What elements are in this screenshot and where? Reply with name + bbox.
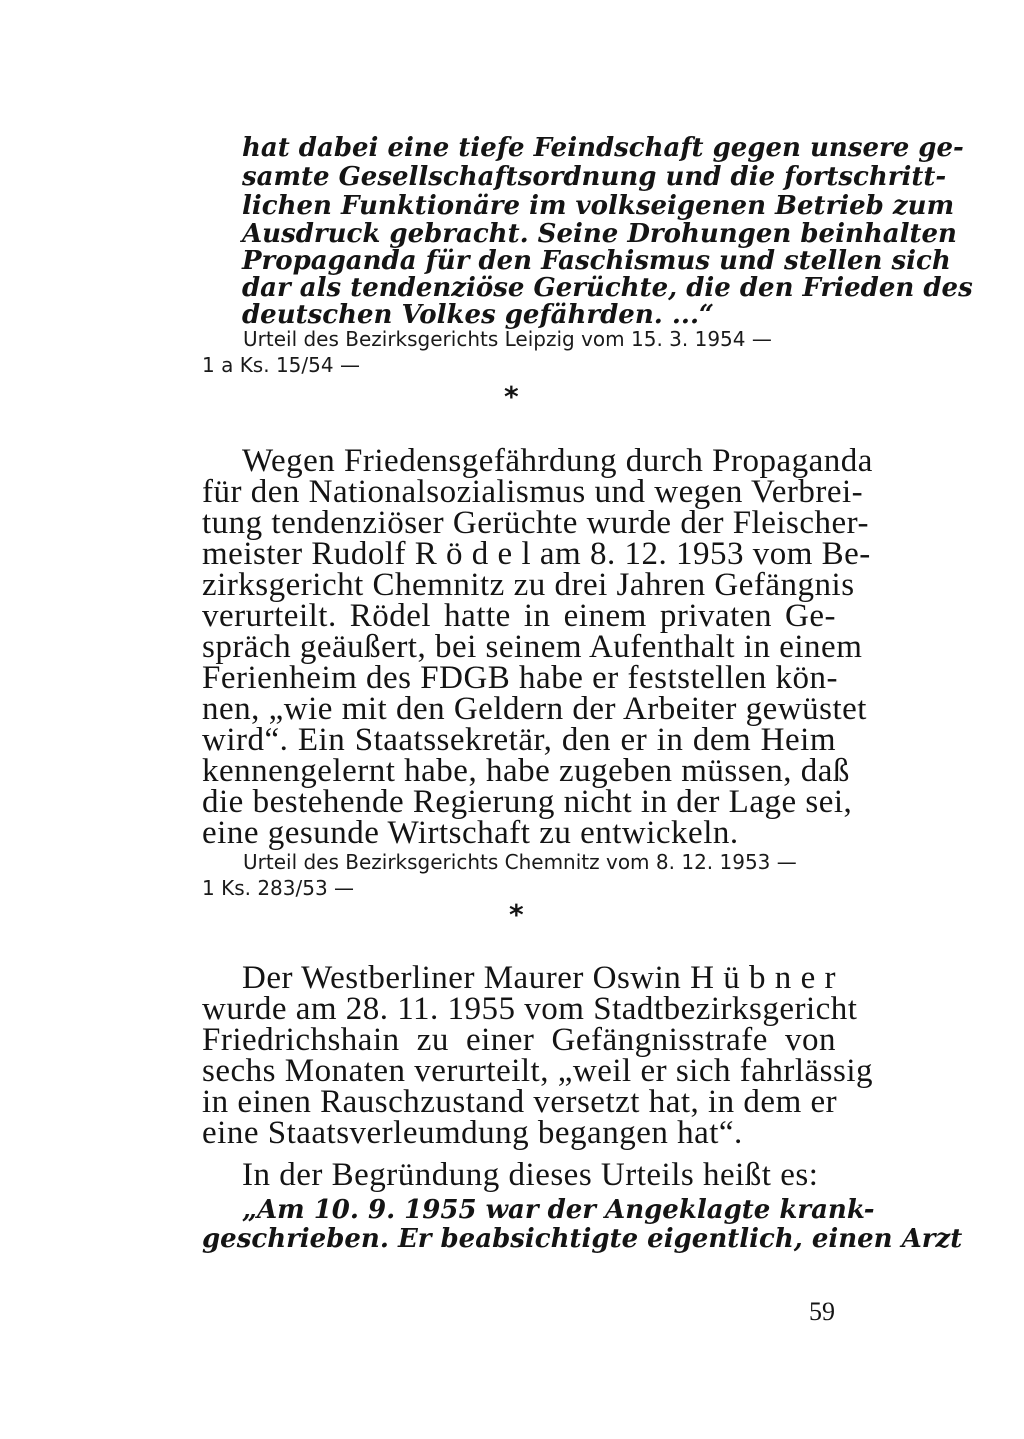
- paragraph-1-line: für den Nationalsozialismus und wegen Verbrei-: [202, 474, 864, 510]
- quote-1-line: samte Gesellschaftsordnung und die fortschritt-: [242, 162, 947, 192]
- paragraph-2-line: Friedrichshain zu einer Gefängnisstrafe von: [202, 1022, 836, 1058]
- paragraph-2-line: sechs Monaten verurteilt, „weil er sich fahrlässig: [202, 1053, 874, 1089]
- section-separator: *: [504, 380, 519, 413]
- paragraph-1-line: Wegen Friedensgefährdung durch Propaganda: [242, 443, 873, 479]
- paragraph-1-line: Ferienheim des FDGB habe er feststellen kön-: [202, 660, 839, 696]
- paragraph-2-line: in einen Rauschzustand versetzt hat, in dem er: [202, 1084, 838, 1120]
- quote-1-line: hat dabei eine tiefe Feindschaft gegen unsere ge-: [242, 133, 964, 163]
- section-separator: *: [509, 898, 524, 931]
- citation-1-line: Urteil des Bezirksgerichts Leipzig vom 15. 3. 1954 —: [243, 327, 772, 351]
- quote-2-line: „Am 10. 9. 1955 war der Angeklagte krank-: [242, 1195, 875, 1225]
- quote-2-line: geschrieben. Er beabsichtigte eigentlich, einen Arzt: [202, 1224, 963, 1254]
- page-number: 59: [809, 1297, 835, 1326]
- paragraph-1-line: tung tendenziöser Gerüchte wurde der Fleischer-: [202, 505, 869, 541]
- citation-2-line: Urteil des Bezirksgerichts Chemnitz vom 8. 12. 1953 —: [243, 850, 797, 874]
- citation-2-line: 1 Ks. 283/53 —: [202, 876, 355, 900]
- quote-1-line: lichen Funktionäre im volkseigenen Betrieb zum: [242, 191, 955, 221]
- paragraph-1-line: kennengelernt habe, habe zugeben müssen, daß: [202, 753, 850, 789]
- paragraph-1-line: verurteilt. Rödel hatte in einem privaten Ge-: [202, 598, 836, 634]
- citation-1-line: 1 a Ks. 15/54 —: [202, 353, 360, 377]
- paragraph-1-line: eine gesunde Wirtschaft zu entwickeln.: [202, 815, 739, 851]
- paragraph-2-line: Der Westberliner Maurer Oswin H ü b n e r: [242, 960, 836, 996]
- paragraph-2-line: eine Staatsverleumdung begangen hat“.: [202, 1115, 743, 1151]
- paragraph-1-line: zirksgericht Chemnitz zu drei Jahren Gefängnis: [202, 567, 855, 603]
- paragraph-1-line: meister Rudolf R ö d e l am 8. 12. 1953 vom Be-: [202, 536, 871, 572]
- quote-1-line: deutschen Volkes gefährden. ...“: [242, 300, 714, 330]
- paragraph-1-line: nen, „wie mit den Geldern der Arbeiter gewüstet: [202, 691, 867, 727]
- paragraph-1-line: spräch geäußert, bei seinem Aufenthalt in einem: [202, 629, 863, 665]
- paragraph-1-line: wird“. Ein Staatssekretär, den er in dem Heim: [202, 722, 836, 758]
- quote-1-line: Ausdruck gebracht. Seine Drohungen beinhalten: [242, 219, 957, 249]
- paragraph-3: In der Begründung dieses Urteils heißt es:: [242, 1157, 819, 1193]
- paragraph-1-line: die bestehende Regierung nicht in der Lage sei,: [202, 784, 853, 820]
- quote-1-line: dar als tendenziöse Gerüchte, die den Frieden des: [242, 273, 973, 303]
- quote-1-line: Propaganda für den Faschismus und stellen sich: [242, 246, 951, 276]
- paragraph-2-line: wurde am 28. 11. 1955 vom Stadtbezirksgericht: [202, 991, 858, 1027]
